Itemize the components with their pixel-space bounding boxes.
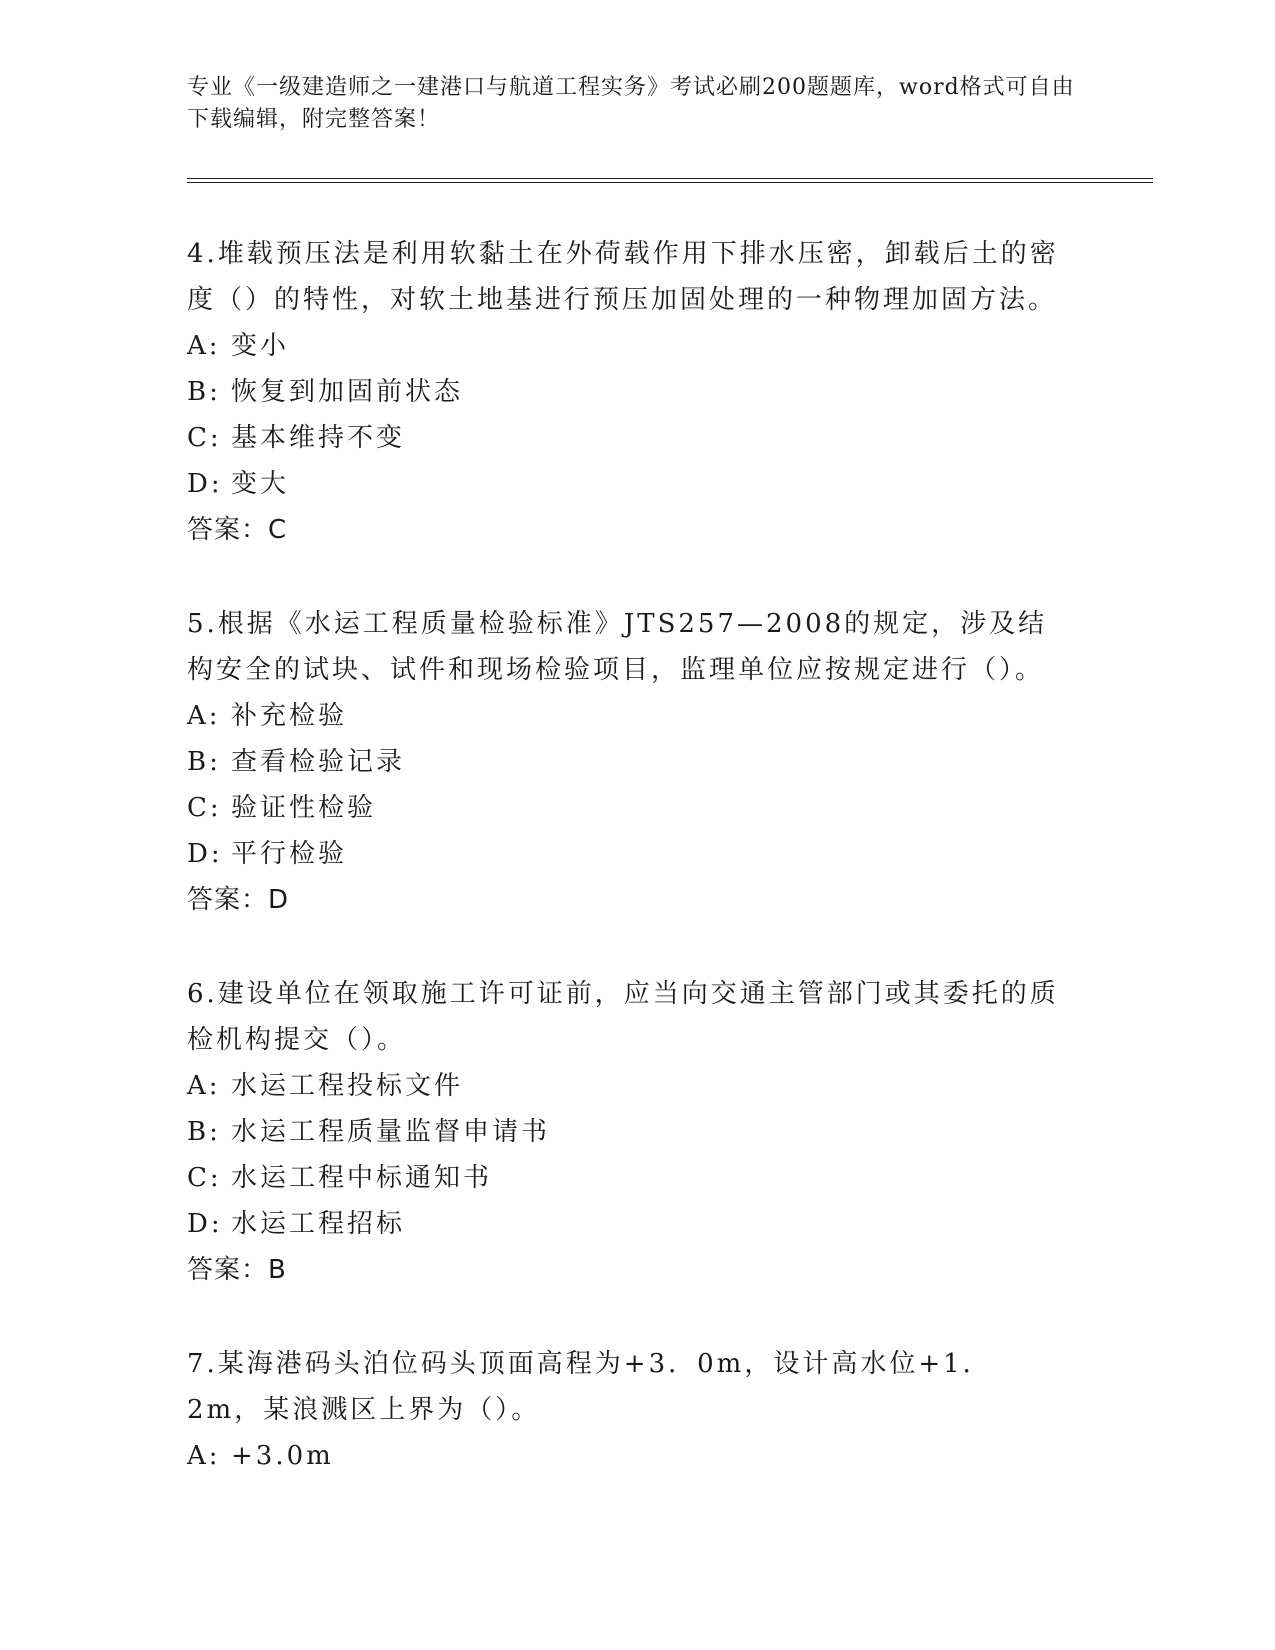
option-c xyxy=(187,785,1067,831)
option-text: 恢复到加固前状态 xyxy=(231,377,464,407)
option-text: 变小 xyxy=(231,331,290,361)
option-d xyxy=(187,1201,1067,1247)
question-stem: 5.根据《水运工程质量检验标准》JTS257—2008的规定，涉及结构安全的试块、试件和现场检验项目，监理单位应按规定进行（）。 xyxy=(187,609,1048,685)
question-stem: 6.建设单位在领取施工许可证前，应当向交通主管部门或其委托的质检机构提交（）。 xyxy=(187,979,1059,1055)
question-stem: 4.堆载预压法是利用软黏土在外荷载作用下排水压密，卸载后土的密度（）的特性，对软土地基进行预压加固处理的一种物理加固方法。 xyxy=(187,239,1059,315)
option-a xyxy=(187,323,1067,369)
answer-line: 答案：C xyxy=(187,515,288,545)
question-item xyxy=(187,601,1067,923)
option-text: 验证性检验 xyxy=(231,793,377,823)
option-key: A: xyxy=(187,1071,221,1101)
option-text: 水运工程质量监督申请书 xyxy=(231,1117,551,1147)
option-key: A: xyxy=(187,331,221,361)
answer-line: 答案：D xyxy=(187,885,290,915)
option-text: 补充检验 xyxy=(231,701,348,731)
option-text: 变大 xyxy=(231,469,290,499)
option-text: 平行检验 xyxy=(231,839,348,869)
option-c xyxy=(187,415,1067,461)
question-stem: 7.某海港码头泊位码头顶面高程为+3．0m，设计高水位+1．2m，某浪溅区上界为（）。 xyxy=(187,1349,992,1425)
option-d xyxy=(187,831,1067,877)
option-key: B: xyxy=(187,377,221,407)
answer-line: 答案：B xyxy=(187,1255,287,1285)
question-item xyxy=(187,1341,1067,1479)
option-b xyxy=(187,369,1067,415)
option-key: C: xyxy=(187,1163,222,1193)
option-a xyxy=(187,693,1067,739)
question-list xyxy=(187,231,1067,1527)
option-key: C: xyxy=(187,793,222,823)
option-a xyxy=(187,1063,1067,1109)
option-key: C: xyxy=(187,423,222,453)
header-divider xyxy=(187,178,1153,183)
option-key: D: xyxy=(187,469,223,499)
option-key: A: xyxy=(187,1441,221,1471)
option-a xyxy=(187,1433,1067,1479)
option-key: D: xyxy=(187,1209,223,1239)
option-text: 水运工程招标 xyxy=(231,1209,406,1239)
option-text: +3.0m xyxy=(231,1441,334,1471)
option-text: 基本维持不变 xyxy=(231,423,406,453)
option-text: 水运工程投标文件 xyxy=(231,1071,464,1101)
option-key: A: xyxy=(187,701,221,731)
option-b xyxy=(187,1109,1067,1155)
option-key: D: xyxy=(187,839,223,869)
option-text: 水运工程中标通知书 xyxy=(231,1163,493,1193)
option-key: B: xyxy=(187,1117,221,1147)
option-key: B: xyxy=(187,747,221,777)
option-d xyxy=(187,461,1067,507)
document-header: 专业《一级建造师之一建港口与航道工程实务》考试必刷200题题库，word格式可自由下载编辑，附完整答案！ xyxy=(187,75,1075,132)
question-item xyxy=(187,971,1067,1293)
option-b xyxy=(187,739,1067,785)
option-c xyxy=(187,1155,1067,1201)
option-text: 查看检验记录 xyxy=(231,747,406,777)
question-item xyxy=(187,231,1067,553)
